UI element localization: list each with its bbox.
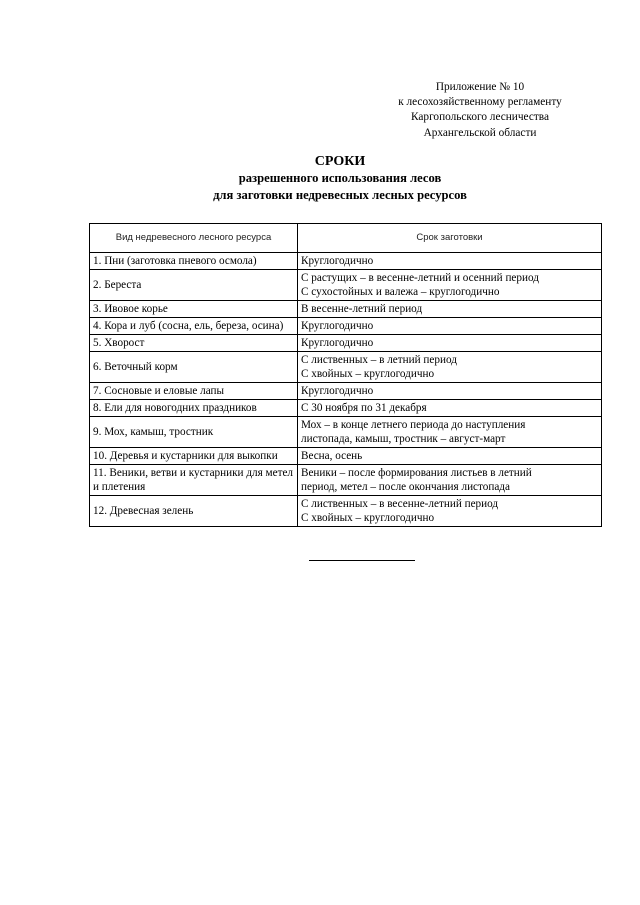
table-row — [90, 448, 602, 465]
period-line: С сухостойных и валежа – круглогодично — [301, 286, 500, 298]
table-row — [90, 253, 602, 270]
resource-cell: 9. Мох, камыш, тростник — [90, 417, 298, 448]
period-line: Веники – после формирования листьев в летний — [301, 467, 532, 479]
table-header-row — [90, 224, 602, 253]
resource-cell: 6. Веточный корм — [90, 352, 298, 383]
period-cell — [298, 496, 602, 527]
title-main: СРОКИ — [314, 154, 366, 169]
table-row — [90, 352, 602, 383]
period-cell — [298, 335, 602, 352]
table-row — [90, 335, 602, 352]
period-line: С хвойных – круглогодично — [301, 512, 435, 524]
period-cell — [298, 352, 602, 383]
period-line: листопада, камыш, тростник – август-март — [301, 433, 506, 445]
resource-cell: 4. Кора и луб (сосна, ель, береза, осина) — [90, 318, 298, 335]
period-line: С хвойных – круглогодично — [301, 368, 435, 380]
table-row — [90, 270, 602, 301]
period-cell — [298, 448, 602, 465]
table-row — [90, 496, 602, 527]
period-line: С 30 ноября по 31 декабря — [301, 402, 427, 414]
period-line: С лиственных – в весенне-летний период — [301, 498, 499, 510]
appendix-line: к лесохозяйственному регламенту — [398, 96, 562, 109]
appendix-line: Приложение № 10 — [435, 81, 525, 93]
resource-cell: 7. Сосновые и еловые лапы — [90, 383, 298, 400]
period-cell — [298, 318, 602, 335]
table-row — [90, 417, 602, 448]
period-line: Круглогодично — [301, 320, 374, 332]
document-title — [120, 153, 560, 204]
period-line: период, метел – после окончания листопада — [301, 481, 510, 493]
appendix-line: Каргопольского лесничества — [411, 111, 549, 124]
resource-cell: 8. Ели для новогодних праздников — [90, 400, 298, 417]
resource-cell: 12. Древесная зелень — [90, 496, 298, 527]
table-row — [90, 383, 602, 400]
table-row — [90, 301, 602, 318]
period-cell — [298, 400, 602, 417]
period-cell — [298, 301, 602, 318]
resource-cell: 3. Ивовое корье — [90, 301, 298, 318]
header-resource-type: Вид недревесного лесного ресурса — [90, 224, 298, 253]
footer-divider — [309, 560, 415, 561]
title-line-2: разрешенного использования лесов — [238, 171, 442, 185]
period-cell — [298, 465, 602, 496]
period-cell — [298, 417, 602, 448]
appendix-line: Архангельской области — [423, 126, 537, 139]
resources-table — [89, 223, 602, 527]
period-line: С лиственных – в летний период — [301, 354, 457, 366]
period-line: Мох – в конце летнего периода до наступления — [301, 419, 526, 431]
period-line: Весна, осень — [301, 450, 363, 462]
table-row — [90, 400, 602, 417]
period-cell — [298, 270, 602, 301]
period-line: Круглогодично — [301, 385, 374, 397]
period-line: Круглогодично — [301, 337, 374, 349]
table-row — [90, 465, 602, 496]
period-line: Круглогодично — [301, 255, 374, 267]
resource-cell: 1. Пни (заготовка пневого осмола) — [90, 253, 298, 270]
resource-cell: 2. Береста — [90, 270, 298, 301]
period-line: В весенне-летний период — [301, 303, 423, 315]
period-line: С растущих – в весенне-летний и осенний период — [301, 272, 539, 284]
resource-cell: 11. Веники, ветви и кустарники для метел и плетения — [90, 465, 298, 496]
resource-cell: 10. Деревья и кустарники для выкопки — [90, 448, 298, 465]
period-cell — [298, 383, 602, 400]
appendix-block — [360, 80, 600, 141]
period-cell — [298, 253, 602, 270]
header-harvest-period: Срок заготовки — [298, 224, 602, 253]
table-row — [90, 318, 602, 335]
title-line-3: для заготовки недревесных лесных ресурсов — [213, 188, 467, 202]
resource-cell: 5. Хворост — [90, 335, 298, 352]
